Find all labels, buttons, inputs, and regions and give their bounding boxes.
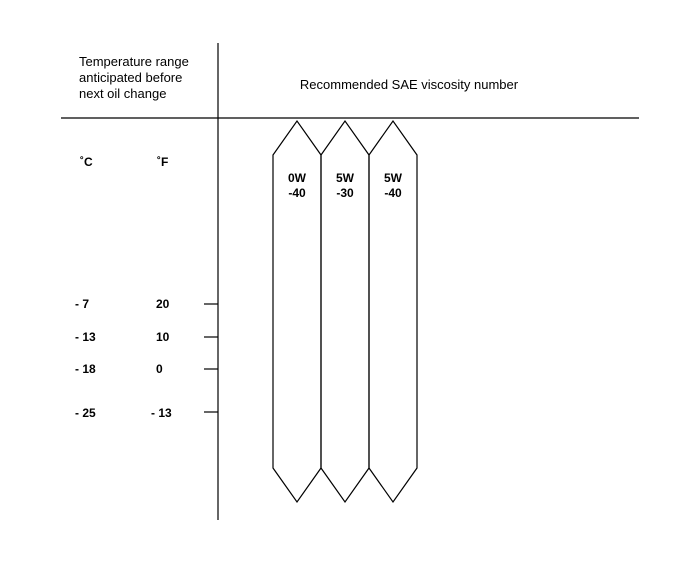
celsius-value: - 18 bbox=[75, 362, 96, 376]
grade-line: 5W bbox=[336, 171, 354, 185]
fahrenheit-value: 20 bbox=[156, 297, 170, 311]
fahrenheit-value: 10 bbox=[156, 330, 170, 344]
fahrenheit-value: 0 bbox=[156, 362, 163, 376]
temperature-range-heading bbox=[79, 54, 219, 102]
heading-line: next oil change bbox=[79, 86, 167, 101]
celsius-value: - 25 bbox=[75, 406, 96, 420]
celsius-value: - 13 bbox=[75, 330, 96, 344]
grade-label-5w40 bbox=[369, 171, 417, 201]
viscosity-heading: Recommended SAE viscosity number bbox=[299, 77, 519, 92]
fahrenheit-value: - 13 bbox=[151, 406, 172, 420]
grade-label-0w40 bbox=[273, 171, 321, 201]
heading-line: Temperature range bbox=[79, 54, 189, 69]
grade-line: -30 bbox=[336, 186, 354, 200]
fahrenheit-unit-label: ˚F bbox=[157, 155, 169, 169]
grade-line: 5W bbox=[384, 171, 402, 185]
grade-line: -40 bbox=[288, 186, 306, 200]
heading-line: anticipated before bbox=[79, 70, 183, 85]
grade-line: -40 bbox=[384, 186, 402, 200]
grade-label-5w30 bbox=[321, 171, 369, 201]
celsius-unit-label: ˚C bbox=[80, 155, 93, 169]
grade-line: 0W bbox=[288, 171, 306, 185]
celsius-value: - 7 bbox=[75, 297, 90, 311]
